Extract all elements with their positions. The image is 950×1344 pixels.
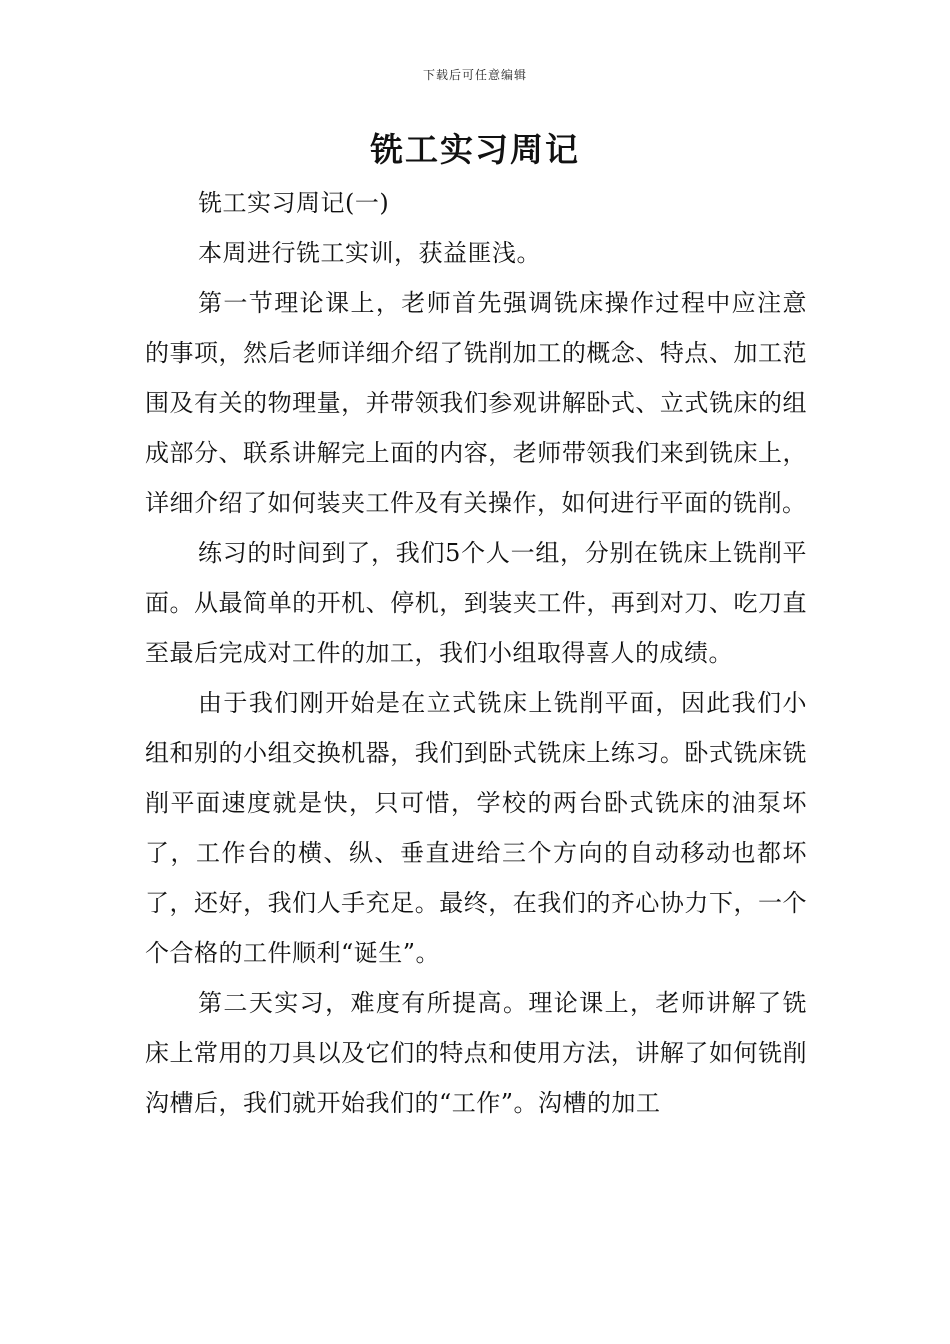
subtitle-paragraph: 铣工实习周记(一) xyxy=(198,189,390,217)
body-paragraph: 第二天实习，难度有所提高。理论课上，老师讲解了铣床上常用的刀具以及它们的特点和使用方法，讲解了如何铣削沟槽后，我们就开始我们的“工作”。沟槽的加工 xyxy=(145,989,807,1117)
body-paragraph: 由于我们刚开始是在立式铣床上铣削平面，因此我们小组和别的小组交换机器，我们到卧式铣床上练习。卧式铣床铣削平面速度就是快，只可惜，学校的两台卧式铣床的油泵坏了，工作台的横、纵、垂直进给三个方向的自动移动也都坏了，还好，我们人手充足。最终，在我们的齐心协力下，一个个合格的工件顺利“诞生”。 xyxy=(145,689,807,967)
document-title: 铣工实习周记 xyxy=(370,130,580,169)
header-note: 下载后可任意编辑 xyxy=(422,68,527,82)
body-paragraph: 练习的时间到了，我们5个人一组，分别在铣床上铣削平面。从最简单的开机、停机，到装夹工件，再到对刀、吃刀直至最后完成对工件的加工，我们小组取得喜人的成绩。 xyxy=(145,539,807,667)
body-paragraph: 本周进行铣工实训，获益匪浅。 xyxy=(198,239,541,267)
body-paragraph: 第一节理论课上，老师首先强调铣床操作过程中应注意的事项，然后老师详细介绍了铣削加工的概念、特点、加工范围及有关的物理量，并带领我们参观讲解卧式、立式铣床的组成部分、联系讲解完上面的内容，老师带领我们来到铣床上，详细介绍了如何装夹工件及有关操作，如何进行平面的铣削。 xyxy=(145,289,807,517)
document-body xyxy=(145,178,807,1128)
